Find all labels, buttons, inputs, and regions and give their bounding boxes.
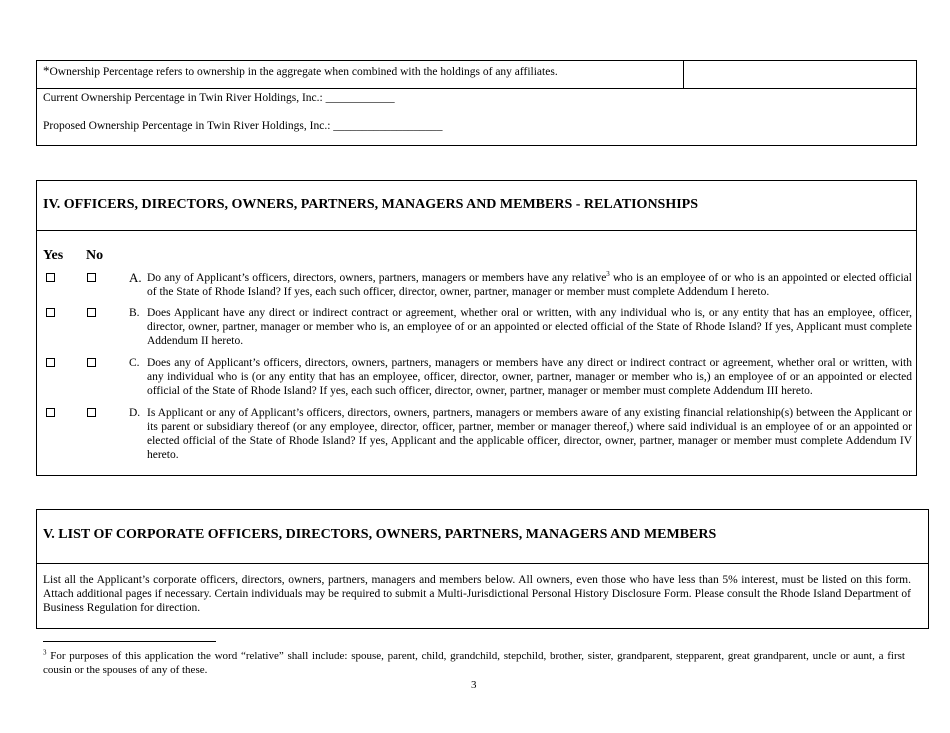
question-b-yes-checkbox[interactable] [46,308,55,317]
question-b-text: Does Applicant have any direct or indirect contract or agreement, whether oral or written, with any individual who is, or any entity that has an employee, officer, director, owner, partner, manager or member who is, an employee of or an appointed or elected official of the State of Rhode Island? If yes, Applicant must complete Addendum II hereto. [147,307,912,347]
ownership-note-text: Ownership Percentage refers to ownership in the aggregate when combined with the holdings of any affiliates. [49,66,558,78]
current-ownership-label: Current Ownership Percentage in Twin River Holdings, Inc.: [43,92,323,104]
question-a-footnote-ref: 3 [606,270,610,279]
question-b-letter: B. [129,307,140,319]
footnote [43,649,905,677]
question-c-letter: C. [129,357,140,369]
proposed-ownership-field[interactable] [43,119,443,133]
ownership-note-mark: * [43,63,50,78]
ownership-note-divider [683,61,684,88]
ownership-box [36,60,917,146]
footnote-text: For purposes of this application the word “relative” shall include: spouse, parent, child, grandchild, stepchild, brother, sister, grandparent, stepparent, great grandparent, uncle or aunt, a first cousin or the spouses of any of these. [43,650,905,676]
section-v-title: V. LIST OF CORPORATE OFFICERS, DIRECTORS, OWNERS, PARTNERS, MANAGERS AND MEMBERS [43,527,717,542]
section-v-box [36,509,929,629]
section-iv-title-divider [37,230,916,231]
question-d-text: Is Applicant or any of Applicant’s officers, directors, owners, partners, managers or members aware of any existing financial relationship(s) between the Applicant or its parent or subsidiary thereof (or any employee, director, officer, partner, member or manager thereof,) where said individual is an employee of or an appointed or elected official of the State of Rhode Island? If yes, Applicant and the applicable officer, director, owner, partner, manager or member must complete Addendum IV hereto. [147,407,912,461]
question-a-text-before: Do any of Applicant’s officers, directors, owners, partners, managers or members have any relative [147,272,607,284]
section-iv-title: IV. OFFICERS, DIRECTORS, OWNERS, PARTNERS, MANAGERS AND MEMBERS - RELATIONSHIPS [43,197,699,212]
ownership-row-divider [37,88,916,89]
question-c-no-checkbox[interactable] [87,358,96,367]
ownership-note [43,64,558,79]
question-a-no-checkbox[interactable] [87,273,96,282]
section-v-title-divider [37,563,928,564]
question-a-text [147,271,912,299]
question-d-no-checkbox[interactable] [87,408,96,417]
yes-column-label: Yes [43,248,64,263]
no-column-label: No [86,248,104,263]
question-c-yes-checkbox[interactable] [46,358,55,367]
question-d-yes-checkbox[interactable] [46,408,55,417]
question-c-text: Does any of Applicant’s officers, directors, owners, partners, managers or members have any direct or indirect contract or agreement, whether oral or written, with any individual who is (or any entity that has an employee, officer, director, owner, partner, manager or member who is,) an employee of or an appointed or elected official of the State of Rhode Island? If yes, each such officer, director, owner, partner, manager or member must complete Addendum III hereto. [147,357,912,397]
question-a-text-after: who is an employee of or who is an appointed or elected official of the State of Rhode Island? If yes, each such officer, director, owner, partner, manager or member must complete Addendum I hereto. [147,272,912,298]
page-number: 3 [471,679,477,691]
question-d-letter: D. [129,407,141,419]
proposed-ownership-label: Proposed Ownership Percentage in Twin River Holdings, Inc.: [43,120,331,132]
current-ownership-blank[interactable]: ____________ [325,92,395,104]
question-b-no-checkbox[interactable] [87,308,96,317]
footnote-separator [43,641,216,642]
current-ownership-field[interactable] [43,91,395,105]
question-a-letter: A. [129,270,142,285]
footnote-mark: 3 [43,648,47,657]
section-iv-box [36,180,917,476]
section-v-body: List all the Applicant’s corporate officers, directors, owners, partners, managers and members below. All owners, even those who have less than 5% interest, must be listed on this form. Attach additional pages if necessary. Certain individuals may be required to submit a Multi-Jurisdictional Personal History Disclosure Form. Please consult the Rhode Island Department of Business Regulation for direction. [43,574,911,614]
proposed-ownership-blank[interactable]: ___________________ [333,120,443,132]
question-a-yes-checkbox[interactable] [46,273,55,282]
